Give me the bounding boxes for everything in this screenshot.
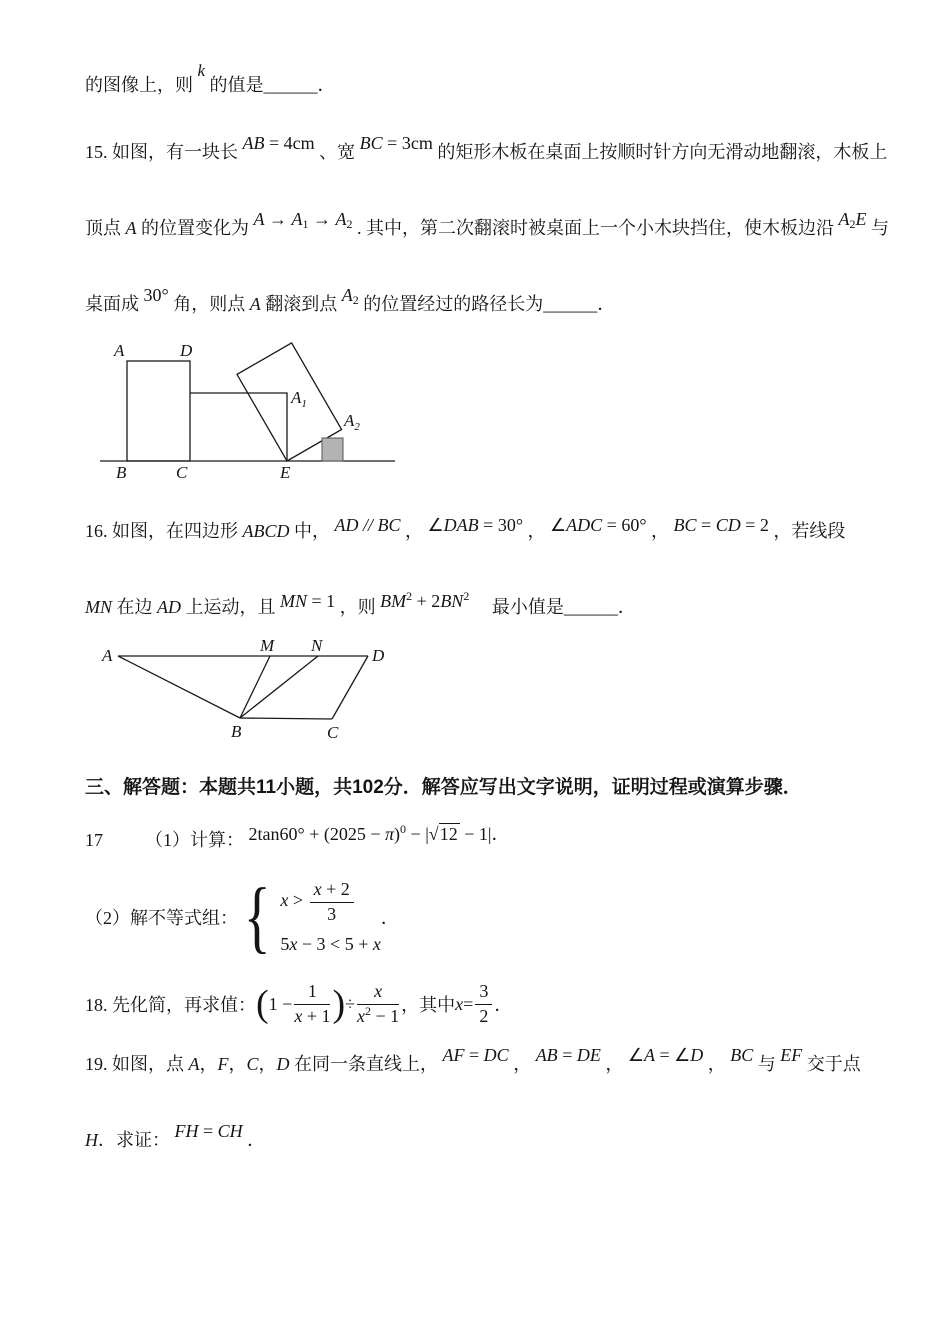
text-run: ．求证： [98,1130,170,1151]
text-run: 的图像上，则 [85,75,193,95]
math-var: ADC [566,515,603,535]
p19-line2 [85,1121,865,1153]
math-x-value [455,981,494,1027]
math-AB-DE [536,1045,601,1065]
period: ． [494,995,513,1016]
wood-block [322,438,343,461]
math-BC [730,1045,753,1065]
math-op: = 30° [478,515,524,535]
math-var: x [280,890,289,911]
fraction-denominator: 2 [479,1005,489,1026]
text-run: 翻滚到点 [265,294,338,314]
math-var: A [335,209,347,229]
pi-symbol: π [385,824,395,844]
inequality-system [238,873,381,962]
math-var: A [249,294,261,314]
text-run: ，若线段 [773,521,846,541]
math-BM2-2BN2 [380,591,469,611]
parallel-sign: // [358,515,378,535]
math-var: A [188,1054,200,1075]
math-var: MN [85,597,112,617]
math-run: 1 − [268,993,293,1014]
comma: ， [707,1054,726,1075]
fraction-denominator [357,1005,399,1028]
text-run: 在同一条直线上， [294,1054,439,1075]
math-var: A [643,1045,655,1066]
math-run: 2tan60° + (2025 − [248,824,385,844]
figure-15-svg [100,331,420,483]
intro-line [85,61,865,99]
math-sub: 2 [346,217,353,231]
math-sup: 2 [365,1003,372,1018]
math-sub: 2 [352,293,359,307]
math-MN-1 [280,591,335,611]
text-run: 15. 如图，有一块长 [85,142,238,162]
p16-line2 [85,589,865,620]
math-var: A [341,285,353,305]
angle-sign: ∠ [627,1045,644,1066]
math-var: BM [380,591,407,611]
math-var: AD [157,597,181,617]
math-sup: 0 [400,822,407,836]
fraction [310,879,354,925]
math-var: CD [715,515,741,535]
text-run: ， [527,521,546,541]
figure-16 [100,636,865,751]
math-k: k [197,61,206,80]
angle-sign: ∠ [550,515,567,535]
math-var: AB [242,133,265,153]
fraction [357,981,399,1027]
comma: ， [199,1054,218,1075]
text-run: . 其中，第二次翻滚时被桌面上一个小木块挡住，使木板边沿 [357,218,834,238]
abs-bar: | [487,824,492,844]
label-A2 [343,411,360,433]
text-run: 的矩形木板在桌面上按顺时针方向无滑动地翻滚，木板上 [437,142,888,162]
arrow: → [308,209,336,229]
math-var: AD [334,515,359,535]
math-run: − 1 [459,824,488,844]
system-rows [280,879,380,955]
board-first-roll-outline [190,393,287,461]
fraction-numerator [357,981,399,1005]
math-FH-CH [175,1121,243,1141]
text-run: ，其中 [401,995,456,1016]
comma: ， [513,1054,532,1075]
edge-AB [118,656,240,718]
big-right-paren: ) [332,983,346,1026]
label-B: B [116,463,127,482]
text-run: 的位置变化为 [141,218,249,238]
p18-line [85,981,865,1027]
math-var: ABCD [242,521,290,541]
label-A: A [102,646,113,665]
math-var: E [855,209,867,229]
text-run: 18. 先化简，再求值： [85,995,256,1016]
math-op: = 4cm [264,133,315,153]
text-run: 交于点 [806,1054,861,1075]
text-run: 桌面成 [85,294,139,314]
math-var: AB [535,1045,558,1066]
math-BC-CD-2 [674,515,769,535]
label-D: D [372,646,385,665]
math-sup: 2 [406,589,413,603]
inequality-row-1 [280,879,355,925]
math-var: BC [377,515,401,535]
comma: ， [258,1054,277,1075]
math-EF [780,1045,802,1065]
p17-line1 [85,822,865,853]
text-run: 与 [871,218,889,238]
math-var: EF [780,1045,803,1066]
math-var: x [289,934,298,955]
fraction-denominator: 3 [327,903,337,924]
text-run: 在边 [116,597,153,617]
p15-line2 [85,209,889,241]
p15-line1 [85,133,888,165]
math-op: = 2 [740,515,769,535]
text-run: 19. 如图，点 [85,1054,184,1075]
text-run: 的值是______． [209,75,336,95]
math-var: DAB [443,515,479,535]
label-D: D [180,341,193,360]
math-BC-3cm [360,133,433,153]
period: ． [247,1130,266,1151]
math-angle-DAB [428,515,524,535]
section-heading [85,775,865,801]
part-label: （1）计算： [145,830,244,850]
label-A1 [290,388,307,410]
fraction-denominator [294,1005,330,1028]
inequality-row-2 [280,934,380,955]
arrow: → [264,209,292,229]
figure-16-svg [100,636,400,746]
math-op: + 1 [302,1005,331,1026]
label-A1-base: A [291,388,302,407]
math-op: = [463,993,474,1014]
math-var: MN [280,591,307,611]
math-var: BC [730,1045,754,1066]
math-var: x [374,981,383,1002]
p17-line2 [85,873,865,962]
math-30deg: 30° [143,285,169,305]
edge-BC [240,718,332,719]
math-expression-17-1 [249,824,510,844]
edge-CD [332,656,368,719]
text-run: 16. 如图，在四边形 [85,521,238,541]
math-var: D [690,1045,704,1066]
section-heading-text: 三、解答题：本题共11小题，共102分．解答应写出文字说明，证明过程或演算步骤． [85,777,802,798]
math-AF-DC [443,1045,509,1065]
big-left-paren: ( [256,983,269,1026]
label-M: M [260,636,275,655]
math-A-sequence [254,209,353,229]
math-op: = [198,1121,218,1142]
fraction [294,981,330,1027]
label-C: C [327,723,339,742]
abs-bar: | [425,824,429,844]
math-var: A [253,209,265,229]
math-num: 5 [280,934,290,955]
fraction [475,981,492,1027]
label-A: A [114,341,125,360]
text-run: 角，则点 [173,294,246,314]
math-sup: 2 [463,589,470,603]
text-run: ， [405,521,424,541]
math-op: = ∠ [654,1045,691,1066]
math-paren: ) [394,824,401,844]
math-var: A [291,209,303,229]
math-var: A [838,209,850,229]
text-run: 上运动，且 [185,597,276,617]
text-run: 的位置经过的路径长为______． [363,294,616,314]
radicand: 12 [439,824,458,844]
math-var: x [455,993,464,1014]
comma: ， [228,1054,247,1075]
division-sign: ÷ [345,993,356,1014]
text-run: 顶点 [85,218,121,238]
math-sub: 1 [302,217,309,231]
text-run: 与 [757,1054,776,1075]
text-run: ，则 [339,597,376,617]
math-var: BC [359,133,383,153]
math-op: − [406,824,426,844]
math-op: − 3 < 5 + [297,934,373,955]
math-op: = [696,515,716,535]
angle-sign: ∠ [427,515,444,535]
text-run: 、宽 [319,142,356,162]
math-var: x [313,879,322,899]
comma: ， [605,1054,624,1075]
math-AD-parallel-BC [335,515,401,535]
figure-15 [100,331,865,488]
text-run: ， [651,521,670,541]
label-A2-base: A [344,411,355,430]
math-angle-A-angle-D [628,1045,703,1065]
math-op: = 1 [307,591,336,611]
math-op: + 2 [321,879,350,899]
part-label: （2）解不等式组： [85,908,238,929]
fraction-numerator: 1 [294,981,330,1005]
math-op: = [557,1045,577,1066]
math-op: − 1 [371,1005,400,1026]
math-sub: 2 [849,217,856,231]
problem-number: 17 [85,830,103,850]
label-A1-sub: 1 [301,398,307,410]
math-var: D [276,1054,290,1075]
math-var: BN [440,591,464,611]
p19-line1 [85,1045,865,1077]
fraction-numerator [310,879,354,903]
label-B: B [231,722,242,741]
label-N: N [311,636,323,655]
math-op: + 2 [412,591,441,611]
label-A2-sub: 2 [354,421,360,433]
math-op: = [464,1045,484,1066]
math-op: > [288,890,308,911]
math-A2 [342,285,359,305]
period: ． [380,908,399,929]
math-expression-18 [256,981,401,1027]
text-run: 中， [294,521,330,541]
radical-sign: √ [428,824,439,844]
text-run: 最小值是______． [473,597,636,617]
math-var: x [372,934,381,955]
p16-line1 [85,515,865,544]
math-var: F [217,1054,229,1075]
math-op: = 60° [602,515,647,535]
fraction-numerator: 3 [475,981,492,1005]
label-C: C [176,463,188,482]
math-AB-4cm [243,133,315,153]
math-var: DE [576,1045,601,1066]
period: ． [491,824,510,844]
math-var: A [125,218,137,238]
segment-BN [240,656,318,718]
math-var: x [294,1005,303,1026]
math-var: C [246,1054,259,1075]
math-var: H [85,1130,98,1151]
label-E: E [280,463,291,482]
math-var: AF [442,1045,465,1066]
segment-BM [240,656,270,718]
math-var: DC [483,1045,509,1066]
math-var: CH [217,1121,243,1142]
p15-line3 [85,285,865,317]
math-var: x [357,1005,366,1026]
math-angle-ADC [550,515,647,535]
left-brace: { [243,873,271,962]
board-rect [127,361,190,461]
math-A2E [839,209,867,229]
math-var: BC [673,515,697,535]
math-op: = 3cm [382,133,433,153]
math-var: FH [174,1121,199,1142]
